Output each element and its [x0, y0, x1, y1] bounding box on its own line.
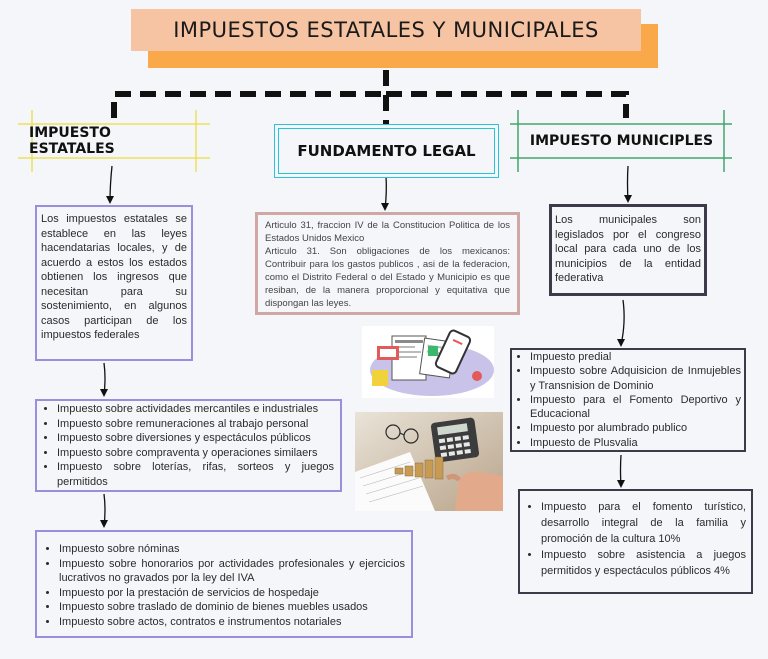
list-item: • Impuesto sobre actividades mercantiles e industriales — [57, 402, 334, 417]
legal-paragraph-1: Articulo 31, fraccion IV de la Constitucion Politica de los Estados Unidos Mexico — [265, 220, 510, 244]
heading-fundamento-legal: FUNDAMENTO LEGAL — [278, 128, 495, 174]
list-item: • Impuesto sobre actos, contratos e instrumentos notariales — [59, 615, 405, 630]
municipal-list-2-box — [518, 489, 753, 594]
estatal-list-2 — [41, 542, 405, 629]
municipal-list-2 — [523, 499, 746, 579]
list-item: • Impuesto para el fomento turístico, desarrollo integral de la familia y promoción de la cultura 10% — [541, 499, 746, 547]
list-item: • Impuesto por la prestación de servicios de hospedaje — [59, 586, 405, 601]
list-item: • Impuesto sobre nóminas — [59, 542, 405, 557]
dashed-connector-left — [114, 94, 386, 118]
dashed-connector-right — [386, 94, 626, 118]
estatal-list-1-box — [35, 399, 342, 492]
municipal-list-1 — [512, 350, 741, 450]
legal-paragraph-2: Articulo 31. Son obligaciones de los mexicanos: Contribuir para los gastos publicos , asi de la federacion, como el Distrito Federal o del Estado y Municipio es que resiban, de la manera proporcional y equitativa que dispongan las leyes. — [265, 246, 510, 309]
calculator-coins-photo — [355, 412, 503, 511]
heading-impuesto-municipales: IMPUESTO MUNICIPLES — [529, 133, 714, 149]
heading-impuesto-estatales: IMPUESTO ESTATALES — [29, 125, 115, 157]
legal-box — [255, 212, 520, 315]
list-item: • Impuesto sobre traslado de dominio de bienes muebles usados — [59, 600, 405, 615]
page-title: IMPUESTOS ESTATALES Y MUNICIPALES — [131, 9, 641, 51]
list-item: • Impuesto predial — [530, 350, 741, 364]
estatal-description-text: Los impuestos estatales se establece en las leyes hacendatarias locales, y de acuerdo a estos los estados obtienen los ingresos que necesitan para su sostenimiento, en algunos casos participan de los impuestos federales — [41, 213, 187, 341]
list-item: • Impuesto sobre asistencia a juegos permitidos y espectáculos públicos 4% — [541, 547, 746, 579]
list-item: • Impuesto para el Fomento Deportivo y Educacional — [530, 393, 741, 422]
list-item: • Impuesto por alumbrado publico — [530, 421, 741, 435]
list-item: • Impuesto sobre Adquisicion de Inmujebles y Transnision de Dominio — [530, 364, 741, 393]
list-item: • Impuesto sobre diversiones y espectáculos públicos — [57, 431, 334, 446]
estatal-list-2-box — [35, 530, 413, 638]
estatal-list-1 — [39, 402, 334, 489]
tax-documents-illustration — [362, 326, 494, 398]
list-item: • Impuesto sobre compraventa y operaciones similaers — [57, 446, 334, 461]
list-item: • Impuesto sobre remuneraciones al trabajo personal — [57, 417, 334, 432]
list-item: • Impuesto sobre honorarios por actividades profesionales y ejercicios lucrativos no gravados por la ley del IVA — [59, 557, 405, 586]
municipal-description-box — [549, 204, 707, 296]
list-item: • Impuesto sobre loterías, rifas, sorteos y juegos permitidos — [57, 460, 334, 489]
estatal-description-box — [35, 205, 193, 361]
list-item: • Impuesto de Plusvalia — [530, 436, 741, 450]
municipal-list-1-box — [510, 348, 746, 452]
municipal-description-text: Los municipales son legislados por el congreso local para cada uno de los municipios de la entidad federativa — [555, 214, 701, 284]
arrow-municipal-2 — [621, 300, 624, 345]
